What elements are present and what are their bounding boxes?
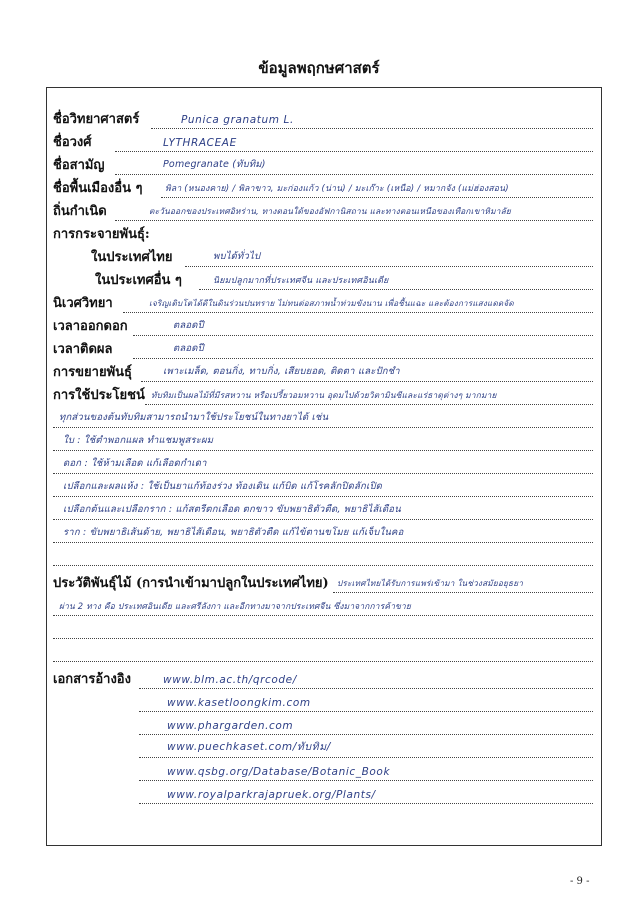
uses-line: ดอก : ใช้ห้ามเลือด แก้เลือดกำเดา — [63, 458, 207, 469]
row-references — [53, 671, 597, 691]
row-references-5 — [53, 763, 597, 783]
value-propagation: เพาะเมล็ด, ตอนกิ่ง, ทาบกิ่ง, เสียบยอด, ติดตา และปักชำ — [163, 366, 400, 377]
row-uses — [53, 387, 597, 407]
label-uses: การใช้ประโยชน์ — [53, 388, 145, 403]
label-propagation: การขยายพันธุ์ — [53, 365, 132, 380]
row-references-3 — [53, 717, 597, 737]
label-flowering: เวลาออกดอก — [53, 319, 128, 334]
value-family: LYTHRACEAE — [163, 137, 237, 149]
row-other-countries — [53, 272, 597, 292]
page-number: - 9 - — [570, 876, 590, 887]
row-uses-3 — [53, 433, 597, 453]
reference-link: www.blm.ac.th/qrcode/ — [163, 674, 297, 686]
label-origin: ถิ่นกำเนิด — [53, 204, 107, 219]
row-uses-7 — [53, 525, 597, 545]
uses-line: ใบ : ใช้ตำพอกแผล ทำแชมพูสระผม — [63, 435, 214, 446]
row-history — [53, 575, 597, 595]
label-other-countries: ในประเทศอื่น ๆ — [95, 273, 182, 288]
history-line: ผ่าน 2 ทาง คือ ประเทศอินเดีย และศรีลังกา และอีกทางมาจากประเทศจีน ซึ่งมาจากการค้าขาย — [59, 601, 412, 611]
label-fruiting: เวลาติดผล — [53, 342, 113, 357]
label-scientific-name: ชื่อวิทยาศาสตร์ — [53, 112, 140, 127]
label-in-thailand: ในประเทศไทย — [91, 250, 173, 265]
row-uses-5 — [53, 479, 597, 499]
row-propagation — [53, 364, 597, 384]
row-common-name — [53, 157, 597, 177]
row-fruiting — [53, 341, 597, 361]
value-scientific-name: Punica granatum L. — [181, 114, 294, 126]
row-history-2 — [53, 598, 597, 618]
row-uses-blank — [53, 548, 597, 568]
row-origin — [53, 203, 597, 223]
value-common-name: Pomegranate (ทับทิม) — [163, 159, 266, 170]
reference-link: www.kasetloongkim.com — [167, 697, 311, 709]
reference-link: www.phargarden.com — [167, 720, 294, 732]
history-line: ประเทศไทยได้รับการแพร่เข้ามา ในช่วงสมัยอยุธยา — [337, 578, 523, 588]
row-references-6 — [53, 786, 597, 806]
value-in-thailand: พบได้ทั่วไป — [213, 251, 261, 262]
label-ecology: นิเวศวิทยา — [53, 296, 113, 311]
reference-link: www.qsbg.org/Database/Botanic_Book — [167, 766, 391, 778]
uses-line: ทุกส่วนของต้นทับทิมสามารถนำมาใช้ประโยชน์ในทางยาได้ เช่น — [59, 412, 329, 423]
label-history: ประวัติพันธุ์ไม้ (การนำเข้ามาปลูกในประเทศไทย) — [53, 576, 329, 591]
uses-line: เปลือกต้นและเปลือกราก : แก้สตรีตกเลือด ตกขาว ขับพยาธิตัวตืด, พยาธิไส้เดือน — [63, 504, 401, 515]
label-distribution: การกระจายพันธุ์: — [53, 227, 150, 242]
value-ecology: เจริญเติบโตได้ดีในดินร่วนปนทราย ไม่ทนต่อสภาพน้ำท่วมขังนาน เพื่อชื้นแฉะ และต้องการแสงแดดจัด — [149, 298, 514, 308]
reference-link: www.royalparkrajapruek.org/Plants/ — [167, 789, 376, 801]
uses-line: ราก : ขับพยาธิเส้นด้าย, พยาธิไส้เดือน, พยาธิตัวตืด แก้ไข้ตานขโมย แก้เจ็บในคอ — [63, 527, 404, 538]
row-references-4 — [53, 740, 597, 760]
row-flowering — [53, 318, 597, 338]
value-flowering: ตลอดปี — [173, 320, 204, 331]
uses-line: ทับทิมเป็นผลไม้ที่มีรสหวาน หรือเปรี้ยวอมหวาน อุดมไปด้วยวิตามินซีและแร่ธาตุต่างๆ มากมาย — [151, 390, 497, 400]
value-fruiting: ตลอดปี — [173, 343, 204, 354]
uses-line: เปลือกและผลแห้ง : ใช้เป็นยาแก้ท้องร่วง ท้องเดิน แก้บิด แก้โรคลักปิดลักเปิด — [63, 481, 383, 492]
row-distribution — [53, 226, 253, 246]
row-in-thailand — [53, 249, 597, 269]
row-history-blank-2 — [53, 644, 597, 664]
row-history-blank-1 — [53, 621, 597, 641]
reference-link: www.puechkaset.com/ทับทิม/ — [167, 741, 331, 753]
label-family: ชื่อวงศ์ — [53, 135, 92, 150]
value-origin: ตะวันออกของประเทศอิหร่าน, ทางตอนใต้ของอัฟกานิสถาน และทางตอนเหนือของเทือกเขาหิมาลัย — [149, 206, 511, 216]
label-local-names: ชื่อพื้นเมืองอื่น ๆ — [53, 181, 143, 196]
value-local-names: พิลา (หนองคาย) / พิลาขาว, มะก่องแก้ว (น่าน) / มะเก๊าะ (เหนือ) / หมากจัง (แม่ฮ่องสอน) — [165, 184, 509, 194]
page-title: ข้อมูลพฤกษศาสตร์ — [258, 59, 380, 77]
row-uses-4 — [53, 456, 597, 476]
row-references-2 — [53, 694, 597, 714]
form-frame — [46, 87, 602, 846]
value-other-countries: นิยมปลูกมากที่ประเทศจีน และประเทศอินเดีย — [213, 276, 389, 286]
row-uses-6 — [53, 502, 597, 522]
label-references: เอกสารอ้างอิง — [53, 672, 131, 687]
row-family — [53, 134, 597, 154]
label-common-name: ชื่อสามัญ — [53, 158, 105, 173]
row-scientific-name — [53, 111, 597, 131]
row-ecology — [53, 295, 597, 315]
row-uses-2 — [53, 410, 597, 430]
row-local-names — [53, 180, 597, 200]
